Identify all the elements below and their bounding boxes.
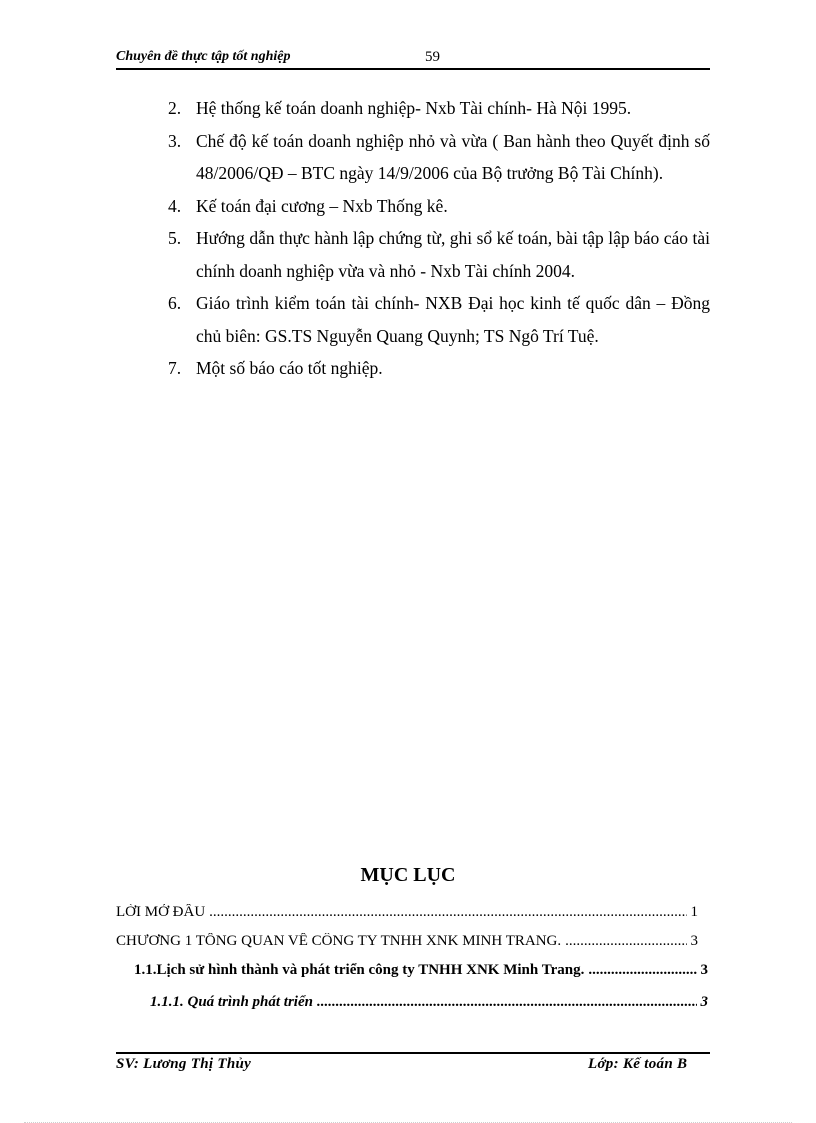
- reference-text: Kế toán đại cương – Nxb Thống kê.: [196, 195, 448, 216]
- toc-entry[interactable]: [150, 994, 708, 1011]
- reference-item: [160, 287, 710, 352]
- toc-entry-page: 3: [700, 994, 708, 1010]
- toc-entry[interactable]: [116, 904, 698, 921]
- reference-item: [160, 352, 710, 385]
- toc-entry-label: LỜI MỞ ĐẦU: [116, 904, 206, 920]
- header-title: Chuyên đề thực tập tốt nghiệp: [116, 49, 291, 64]
- reference-number: 3.: [168, 130, 182, 151]
- reference-number: 2.: [168, 98, 182, 118]
- page-number: 59: [425, 49, 440, 65]
- toc-entry-page: 1: [690, 904, 698, 920]
- footer-rule: [116, 1052, 710, 1054]
- toc-leader: [565, 933, 686, 950]
- reference-item: [160, 125, 710, 190]
- toc-entry-page: 3: [700, 962, 708, 978]
- toc-entry-label: 1.1.1. Quá trình phát triển: [150, 994, 313, 1010]
- reference-item: [160, 190, 710, 223]
- reference-text: Hướng dẫn thực hành lập chứng từ, ghi sổ kế toán, bài tập lập báo cáo tài chính doanh nghiệp vừa và nhỏ - Nxb Tài chính 2004.: [196, 228, 710, 281]
- reference-text: Chế độ kế toán doanh nghiệp nhỏ và vừa ( Ban hành theo Quyết định số 48/2006/QĐ – BTC ngày 14/9/2006 của Bộ trưởng Bộ Tài Chính).: [196, 130, 710, 183]
- toc-leader: [588, 962, 696, 979]
- reference-text: Hệ thống kế toán doanh nghiệp- Nxb Tài chính- Hà Nội 1995.: [196, 98, 632, 118]
- toc-title: MỤC LỤC: [360, 864, 456, 886]
- toc-entry-label: CHƯƠNG 1 TỔNG QUAN VỀ CÔNG TY TNHH XNK MINH TRANG.: [116, 933, 562, 949]
- toc-entry-label: 1.1.Lịch sử hình thành và phát triển công ty TNHH XNK Minh Trang.: [134, 962, 585, 978]
- toc-leader: [317, 994, 697, 1011]
- reference-number: 6.: [168, 293, 182, 313]
- reference-item: [160, 222, 710, 287]
- reference-number: 5.: [168, 228, 182, 248]
- header-rule: [116, 68, 710, 70]
- reference-text: Một số báo cáo tốt nghiệp.: [196, 358, 383, 378]
- footer-student: SV: Lương Thị Thủy: [116, 1056, 252, 1072]
- reference-list: [160, 92, 710, 385]
- reference-number: 4.: [168, 195, 182, 216]
- toc-entry[interactable]: [116, 933, 698, 950]
- toc-leader: [209, 904, 686, 921]
- toc-entry[interactable]: [134, 962, 708, 979]
- reference-text: Giáo trình kiểm toán tài chính- NXB Đại học kinh tế quốc dân – Đồng chủ biên: GS.TS Nguyễn Quang Quynh; TS Ngô Trí Tuệ.: [196, 293, 710, 346]
- footer-class: Lớp: Kế toán B: [588, 1056, 688, 1072]
- reference-number: 7.: [168, 358, 182, 378]
- reference-item: [160, 92, 710, 125]
- toc-entry-page: 3: [690, 933, 698, 949]
